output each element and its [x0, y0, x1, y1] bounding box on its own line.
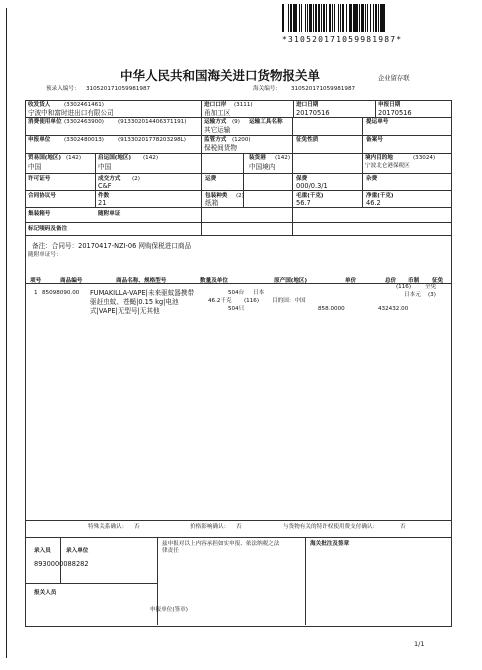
rule	[292, 117, 293, 235]
freight-label: 运费	[205, 176, 217, 182]
rule	[25, 222, 451, 223]
rule	[25, 520, 451, 521]
rule	[25, 153, 451, 154]
declaration-date-label: 申报日期	[378, 102, 401, 108]
preentry-number: 310520171059981987	[86, 86, 151, 92]
special-relation-label: 特殊关系确认：	[88, 524, 128, 530]
operator-label: 消费使用单位	[28, 119, 62, 125]
entry-person-label: 录入员	[34, 548, 51, 554]
origin-country: 中国	[98, 163, 112, 171]
col-total: 总价	[385, 278, 397, 284]
rule	[25, 235, 451, 236]
operator-credit-code: (913302014406371191)	[118, 119, 187, 125]
royalty-label: 与货物有关的特许权使用费支付确认：	[283, 524, 379, 530]
rule	[362, 190, 363, 207]
destination: 宁波北仑港保税区	[365, 163, 410, 169]
supervision-label: 监管方式	[204, 137, 227, 143]
destination-label: 境内目的地	[365, 155, 393, 161]
rule	[25, 117, 451, 118]
royalty-value: 否	[400, 524, 406, 530]
item-origin: 日本	[253, 290, 265, 296]
destination-code: (33024)	[413, 155, 436, 161]
item-qty2: 46.2千克	[208, 298, 232, 304]
loading-port-code: (142)	[275, 155, 291, 161]
rule	[95, 153, 96, 207]
terms: C&F	[98, 182, 112, 190]
insurance: 000/0.3/1	[296, 182, 328, 190]
rule	[25, 583, 157, 584]
gross-weight: 56.7	[296, 199, 311, 207]
item-name-line3: 式|VAPE|无型号|无其他	[90, 307, 160, 315]
supervision-code: (1200)	[232, 137, 251, 143]
remarks-text: 备注：合同号：20170417-NZI-06 网购保税进口商品	[32, 242, 192, 250]
customs-number: 310520171059981987	[291, 86, 356, 92]
item-no: 1	[34, 290, 38, 296]
rule	[375, 100, 376, 117]
consignee-label: 收发货人	[28, 102, 51, 108]
license-label: 许可证号	[28, 176, 51, 182]
item-destination-note: 目的国：中国	[272, 298, 306, 304]
rule	[25, 190, 451, 191]
consignee-name: 宁波中和富时进出口有限公司	[28, 109, 114, 117]
col-name: 商品名称、规格型号	[116, 278, 167, 284]
loading-port: 中国境内	[249, 163, 276, 171]
transport-label: 运输方式	[204, 119, 227, 125]
declarant-label: 申报单位	[28, 137, 51, 143]
origin-country-code: (142)	[143, 155, 159, 161]
operator-code: (3302463900)	[64, 119, 104, 125]
loading-port-label: 装货港	[249, 155, 266, 161]
special-relation-value: 否	[134, 524, 140, 530]
col-currency: 币制	[408, 278, 420, 284]
rule	[201, 100, 202, 235]
declaration-date: 20170516	[378, 109, 412, 117]
entry-number: 8930000088282	[34, 560, 89, 568]
page-number: 1/1	[414, 640, 425, 648]
item-qty3: 504只	[228, 306, 245, 312]
item-levy-code: (3)	[428, 292, 436, 298]
record-label: 备案号	[366, 137, 383, 143]
barcode-number: *310520171059981987*	[282, 35, 403, 44]
transport-name: 其它运输	[204, 126, 231, 134]
item-unit-price: 858.0000	[318, 306, 345, 312]
col-unit-price: 单价	[345, 278, 357, 284]
import-port-code: (3111)	[234, 102, 253, 108]
col-item-no: 项号	[30, 278, 42, 284]
item-code: 85098090.00	[42, 290, 80, 296]
rule	[25, 537, 451, 538]
customs-number-label: 海关编号：	[253, 86, 281, 92]
trade-country-label: 贸易国(地区)	[28, 155, 62, 161]
misc-label: 杂费	[366, 176, 378, 182]
rule	[243, 153, 244, 190]
barcode	[282, 4, 468, 32]
item-name-line2: 驱赶虫蚊、苍蝇|0.15 kg|电池	[90, 298, 179, 306]
item-origin-code: (116)	[244, 298, 260, 304]
declarant-credit-code: (91330201778203298L)	[118, 137, 186, 143]
rule	[25, 207, 451, 208]
page-edge	[6, 8, 7, 658]
net-weight: 46.2	[366, 199, 381, 207]
terms-code: (2)	[132, 176, 140, 182]
import-port-name: 甬加工区	[204, 109, 231, 117]
item-qty1: 504台	[228, 290, 245, 296]
gross-weight-label: 毛重(千克)	[296, 193, 324, 199]
terms-label: 成交方式	[98, 176, 121, 182]
rule	[293, 100, 294, 117]
remarks-label: 标记唛码及备注	[28, 226, 68, 232]
entry-unit-label: 录入单位	[66, 548, 89, 554]
item-total: 432432.00	[378, 306, 409, 312]
trade-country: 中国	[28, 163, 42, 171]
declaration-statement: 兹申报对以上内容承担如实申报、依法纳税之法律责任	[162, 541, 280, 554]
rule	[362, 117, 363, 190]
col-origin: 原产国(地区)	[274, 278, 308, 284]
declarant-code: (3302480013)	[64, 137, 104, 143]
import-date: 20170516	[296, 109, 330, 117]
price-effect-value: 否	[236, 524, 242, 530]
levy-nature-label: 征免性质	[296, 137, 319, 143]
import-date-label: 进口日期	[296, 102, 319, 108]
vehicle-label: 运输工具名称	[249, 119, 283, 125]
barcode-bar	[383, 4, 385, 32]
copy-label: 企业留存联	[378, 75, 410, 82]
rule	[25, 135, 451, 136]
origin-country-label: 启运国(地区)	[98, 155, 132, 161]
package-code: (2)	[236, 193, 244, 199]
consignee-code: (3302461461)	[64, 102, 104, 108]
col-code: 商品编号	[60, 278, 83, 284]
item-currency-code: (116)	[396, 284, 412, 290]
col-qty: 数量及单位	[200, 278, 228, 284]
document-title: 中华人民共和国海关进口货物报关单	[120, 68, 321, 83]
import-port-label: 进口口岸	[204, 102, 227, 108]
supervision-name: 保税间货物	[204, 144, 237, 152]
customs-note-label: 海关批注及签章	[310, 541, 350, 547]
pieces: 21	[98, 199, 107, 207]
rule	[305, 537, 306, 625]
package-label: 包装种类	[205, 193, 228, 199]
price-effect-label: 价格影响确认：	[190, 524, 230, 530]
pieces-label: 件数	[98, 193, 110, 199]
net-weight-label: 净重(千克)	[366, 193, 394, 199]
preentry-label: 预录入编号：	[46, 86, 80, 92]
item-name-line1: FUMAKILLA-VAPE|未来驱蚊器携带	[90, 289, 195, 297]
declarant-unit-sign-label: 申报单位(签章)	[150, 607, 188, 613]
transport-code: (9)	[232, 119, 240, 125]
col-levy: 征免	[432, 278, 444, 284]
item-currency: 日本元	[404, 292, 421, 298]
rule	[25, 173, 451, 174]
contract-label: 合同协议号	[28, 193, 56, 199]
documents-label: 随附单证	[98, 211, 121, 217]
item-levy: 全免	[425, 284, 437, 290]
package: 纸箱	[205, 199, 219, 207]
container-label: 集装箱号	[28, 211, 51, 217]
trade-country-code: (142)	[66, 155, 82, 161]
remarks-extra: 随附单证号：	[28, 252, 62, 258]
insurance-label: 保费	[296, 176, 308, 182]
bill-label: 提运单号	[366, 119, 389, 125]
declarant-person-label: 报关人员	[34, 590, 57, 596]
